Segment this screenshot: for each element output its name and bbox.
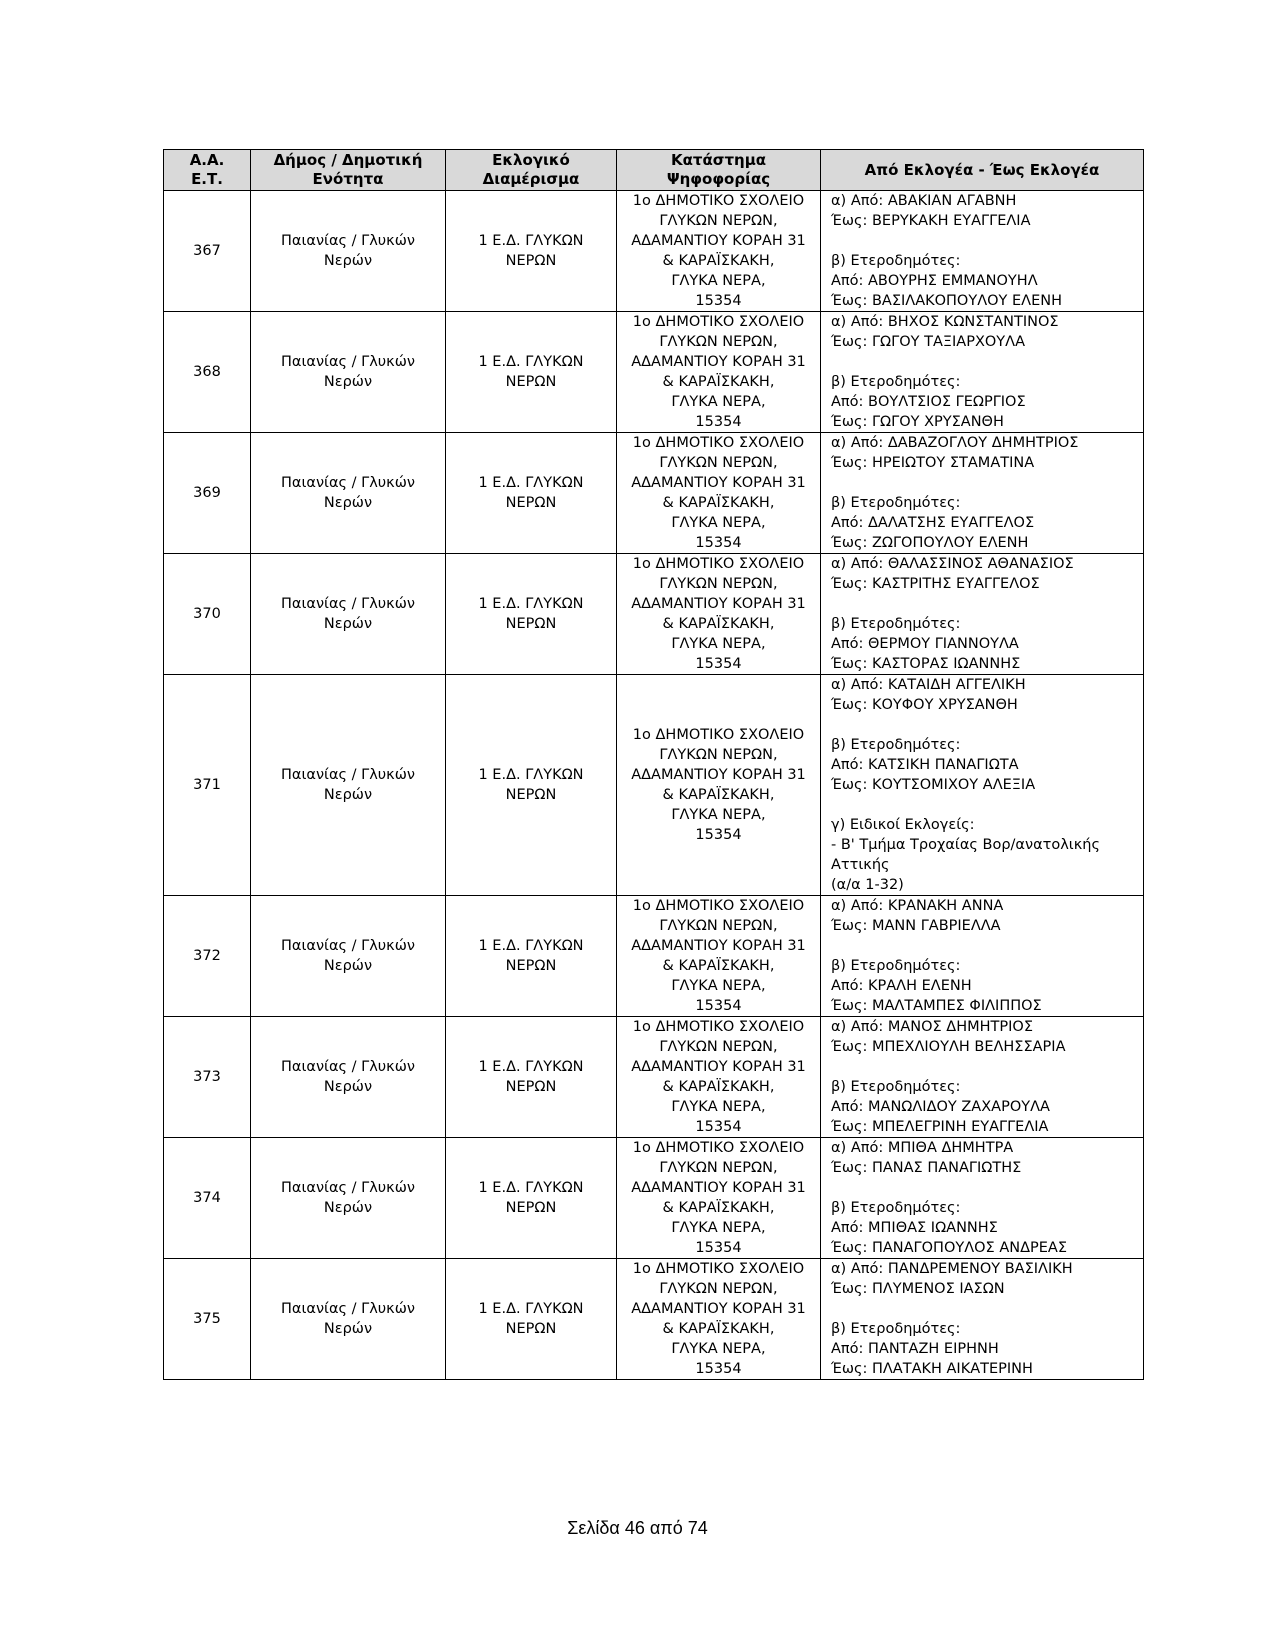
cell-range: α) Από: ΜΠΙΘΑ ΔΗΜΗΤΡΑ Έως: ΠΑΝΑΣ ΠΑΝΑΓΙΩΤΗΣ β) Ετεροδημότες: Από: ΜΠΙΘΑΣ ΙΩΑΝΝΗΣ Έως: ΠΑΝΑΓΟΠΟΥΛΟΣ ΑΝΔΡΕΑΣ — [821, 1138, 1144, 1259]
cell-range: α) Από: ΜΑΝΟΣ ΔΗΜΗΤΡΙΟΣ Έως: ΜΠΕΧΛΙΟΥΛΗ ΒΕΛΗΣΣΑΡΙΑ β) Ετεροδημότες: Από: ΜΑΝΩΛΙΔΟΥ ΖΑΧΑΡΟΥΛΑ Έως: ΜΠΕΛΕΓΡΙΝΗ ΕΥΑΓΓΕΛΙΑ — [821, 1017, 1144, 1138]
cell-diamerisma: 1 Ε.Δ. ΓΛΥΚΩΝ ΝΕΡΩΝ — [446, 312, 617, 433]
table-row — [164, 1259, 1144, 1380]
cell-diamerisma: 1 Ε.Δ. ΓΛΥΚΩΝ ΝΕΡΩΝ — [446, 554, 617, 675]
cell-katastima: 1ο ΔΗΜΟΤΙΚΟ ΣΧΟΛΕΙΟ ΓΛΥΚΩΝ ΝΕΡΩΝ, ΑΔΑΜΑΝΤΙΟΥ ΚΟΡΑΗ 31 & ΚΑΡΑΪΣΚΑΚΗ, ΓΛΥΚΑ ΝΕΡΑ, 15354 — [617, 896, 821, 1017]
cell-dimos: Παιανίας / Γλυκών Νερών — [251, 433, 446, 554]
cell-diamerisma: 1 Ε.Δ. ΓΛΥΚΩΝ ΝΕΡΩΝ — [446, 191, 617, 312]
table-row — [164, 896, 1144, 1017]
cell-diamerisma: 1 Ε.Δ. ΓΛΥΚΩΝ ΝΕΡΩΝ — [446, 433, 617, 554]
cell-katastima: 1ο ΔΗΜΟΤΙΚΟ ΣΧΟΛΕΙΟ ΓΛΥΚΩΝ ΝΕΡΩΝ, ΑΔΑΜΑΝΤΙΟΥ ΚΟΡΑΗ 31 & ΚΑΡΑΪΣΚΑΚΗ, ΓΛΥΚΑ ΝΕΡΑ, 15354 — [617, 433, 821, 554]
cell-aa: 372 — [164, 896, 251, 1017]
cell-katastima: 1ο ΔΗΜΟΤΙΚΟ ΣΧΟΛΕΙΟ ΓΛΥΚΩΝ ΝΕΡΩΝ, ΑΔΑΜΑΝΤΙΟΥ ΚΟΡΑΗ 31 & ΚΑΡΑΪΣΚΑΚΗ, ΓΛΥΚΑ ΝΕΡΑ, 15354 — [617, 554, 821, 675]
cell-range: α) Από: ΘΑΛΑΣΣΙΝΟΣ ΑΘΑΝΑΣΙΟΣ Έως: ΚΑΣΤΡΙΤΗΣ ΕΥΑΓΓΕΛΟΣ β) Ετεροδημότες: Από: ΘΕΡΜΟΥ ΓΙΑΝΝΟΥΛΑ Έως: ΚΑΣΤΟΡΑΣ ΙΩΑΝΝΗΣ — [821, 554, 1144, 675]
cell-diamerisma: 1 Ε.Δ. ΓΛΥΚΩΝ ΝΕΡΩΝ — [446, 1017, 617, 1138]
cell-aa: 367 — [164, 191, 251, 312]
cell-aa: 368 — [164, 312, 251, 433]
table-row — [164, 1017, 1144, 1138]
cell-katastima: 1ο ΔΗΜΟΤΙΚΟ ΣΧΟΛΕΙΟ ΓΛΥΚΩΝ ΝΕΡΩΝ, ΑΔΑΜΑΝΤΙΟΥ ΚΟΡΑΗ 31 & ΚΑΡΑΪΣΚΑΚΗ, ΓΛΥΚΑ ΝΕΡΑ, 15354 — [617, 312, 821, 433]
header-dimos: Δήμος / Δημοτική Ενότητα — [251, 150, 446, 191]
cell-range: α) Από: ΔΑΒΑΖΟΓΛΟΥ ΔΗΜΗΤΡΙΟΣ Έως: ΗΡΕΙΩΤΟΥ ΣΤΑΜΑΤΙΝΑ β) Ετεροδημότες: Από: ΔΑΛΑΤΣΗΣ ΕΥΑΓΓΕΛΟΣ Έως: ΖΩΓΟΠΟΥΛΟΥ ΕΛΕΝΗ — [821, 433, 1144, 554]
page-number-footer: Σελίδα 46 από 74 — [567, 1518, 708, 1538]
cell-range: α) Από: ΚΑΤΑΙΔΗ ΑΓΓΕΛΙΚΗ Έως: ΚΟΥΦΟΥ ΧΡΥΣΑΝΘΗ β) Ετεροδημότες: Από: ΚΑΤΣΙΚΗ ΠΑΝΑΓΙΩΤΑ Έως: ΚΟΥΤΣΟΜΙΧΟΥ ΑΛΕΞΙΑ γ) Ειδικοί Εκλογείς: - Β' Τμήμα Τροχαίας Βορ/ανατολικής Αττικής (α/α 1-32) — [821, 675, 1144, 896]
header-range: Από Εκλογέα - Έως Εκλογέα — [821, 150, 1144, 191]
table-row — [164, 1138, 1144, 1259]
cell-dimos: Παιανίας / Γλυκών Νερών — [251, 312, 446, 433]
cell-dimos: Παιανίας / Γλυκών Νερών — [251, 554, 446, 675]
cell-dimos: Παιανίας / Γλυκών Νερών — [251, 1259, 446, 1380]
cell-katastima: 1ο ΔΗΜΟΤΙΚΟ ΣΧΟΛΕΙΟ ΓΛΥΚΩΝ ΝΕΡΩΝ, ΑΔΑΜΑΝΤΙΟΥ ΚΟΡΑΗ 31 & ΚΑΡΑΪΣΚΑΚΗ, ΓΛΥΚΑ ΝΕΡΑ, 15354 — [617, 191, 821, 312]
cell-diamerisma: 1 Ε.Δ. ΓΛΥΚΩΝ ΝΕΡΩΝ — [446, 675, 617, 896]
cell-dimos: Παιανίας / Γλυκών Νερών — [251, 675, 446, 896]
cell-range: α) Από: ΒΗΧΟΣ ΚΩΝΣΤΑΝΤΙΝΟΣ Έως: ΓΩΓΟΥ ΤΑΞΙΑΡΧΟΥΛΑ β) Ετεροδημότες: Από: ΒΟΥΛΤΣΙΟΣ ΓΕΩΡΓΙΟΣ Έως: ΓΩΓΟΥ ΧΡΥΣΑΝΘΗ — [821, 312, 1144, 433]
table-row — [164, 554, 1144, 675]
cell-aa: 373 — [164, 1017, 251, 1138]
table-header-row — [164, 150, 1144, 191]
cell-range: α) Από: ΠΑΝΔΡΕΜΕΝΟΥ ΒΑΣΙΛΙΚΗ Έως: ΠΛΥΜΕΝΟΣ ΙΑΣΩΝ β) Ετεροδημότες: Από: ΠΑΝΤΑΖΗ ΕΙΡΗΝΗ Έως: ΠΛΑΤΑΚΗ ΑΙΚΑΤΕΡΙΝΗ — [821, 1259, 1144, 1380]
cell-diamerisma: 1 Ε.Δ. ΓΛΥΚΩΝ ΝΕΡΩΝ — [446, 896, 617, 1017]
cell-range: α) Από: ΚΡΑΝΑΚΗ ΑΝΝΑ Έως: ΜΑΝΝ ΓΑΒΡΙΕΛΛΑ β) Ετεροδημότες: Από: ΚΡΑΛΗ ΕΛΕΝΗ Έως: ΜΑΛΤΑΜΠΕΣ ΦΙΛΙΠΠΟΣ — [821, 896, 1144, 1017]
table-row — [164, 191, 1144, 312]
cell-katastima: 1ο ΔΗΜΟΤΙΚΟ ΣΧΟΛΕΙΟ ΓΛΥΚΩΝ ΝΕΡΩΝ, ΑΔΑΜΑΝΤΙΟΥ ΚΟΡΑΗ 31 & ΚΑΡΑΪΣΚΑΚΗ, ΓΛΥΚΑ ΝΕΡΑ, 15354 — [617, 1138, 821, 1259]
cell-katastima: 1ο ΔΗΜΟΤΙΚΟ ΣΧΟΛΕΙΟ ΓΛΥΚΩΝ ΝΕΡΩΝ, ΑΔΑΜΑΝΤΙΟΥ ΚΟΡΑΗ 31 & ΚΑΡΑΪΣΚΑΚΗ, ΓΛΥΚΑ ΝΕΡΑ, 15354 — [617, 1259, 821, 1380]
header-katastima: Κατάστημα Ψηφοφορίας — [617, 150, 821, 191]
cell-aa: 371 — [164, 675, 251, 896]
cell-aa: 374 — [164, 1138, 251, 1259]
table-row — [164, 433, 1144, 554]
cell-dimos: Παιανίας / Γλυκών Νερών — [251, 1138, 446, 1259]
cell-range: α) Από: ΑΒΑΚΙΑΝ ΑΓΑΒΝΗ Έως: ΒΕΡΥΚΑΚΗ ΕΥΑΓΓΕΛΙΑ β) Ετεροδημότες: Από: ΑΒΟΥΡΗΣ ΕΜΜΑΝΟΥΗΛ Έως: ΒΑΣΙΛΑΚΟΠΟΥΛΟΥ ΕΛΕΝΗ — [821, 191, 1144, 312]
cell-dimos: Παιανίας / Γλυκών Νερών — [251, 1017, 446, 1138]
header-diamerisma: Εκλογικό Διαμέρισμα — [446, 150, 617, 191]
cell-katastima: 1ο ΔΗΜΟΤΙΚΟ ΣΧΟΛΕΙΟ ΓΛΥΚΩΝ ΝΕΡΩΝ, ΑΔΑΜΑΝΤΙΟΥ ΚΟΡΑΗ 31 & ΚΑΡΑΪΣΚΑΚΗ, ΓΛΥΚΑ ΝΕΡΑ, 15354 — [617, 1017, 821, 1138]
header-aa: Α.Α. Ε.Τ. — [164, 150, 251, 191]
cell-dimos: Παιανίας / Γλυκών Νερών — [251, 896, 446, 1017]
cell-aa: 370 — [164, 554, 251, 675]
cell-diamerisma: 1 Ε.Δ. ΓΛΥΚΩΝ ΝΕΡΩΝ — [446, 1138, 617, 1259]
cell-katastima: 1ο ΔΗΜΟΤΙΚΟ ΣΧΟΛΕΙΟ ΓΛΥΚΩΝ ΝΕΡΩΝ, ΑΔΑΜΑΝΤΙΟΥ ΚΟΡΑΗ 31 & ΚΑΡΑΪΣΚΑΚΗ, ΓΛΥΚΑ ΝΕΡΑ, 15354 — [617, 675, 821, 896]
polling-stations-table — [163, 149, 1144, 1380]
cell-dimos: Παιανίας / Γλυκών Νερών — [251, 191, 446, 312]
cell-diamerisma: 1 Ε.Δ. ΓΛΥΚΩΝ ΝΕΡΩΝ — [446, 1259, 617, 1380]
table-row — [164, 675, 1144, 896]
cell-aa: 375 — [164, 1259, 251, 1380]
table-row — [164, 312, 1144, 433]
cell-aa: 369 — [164, 433, 251, 554]
